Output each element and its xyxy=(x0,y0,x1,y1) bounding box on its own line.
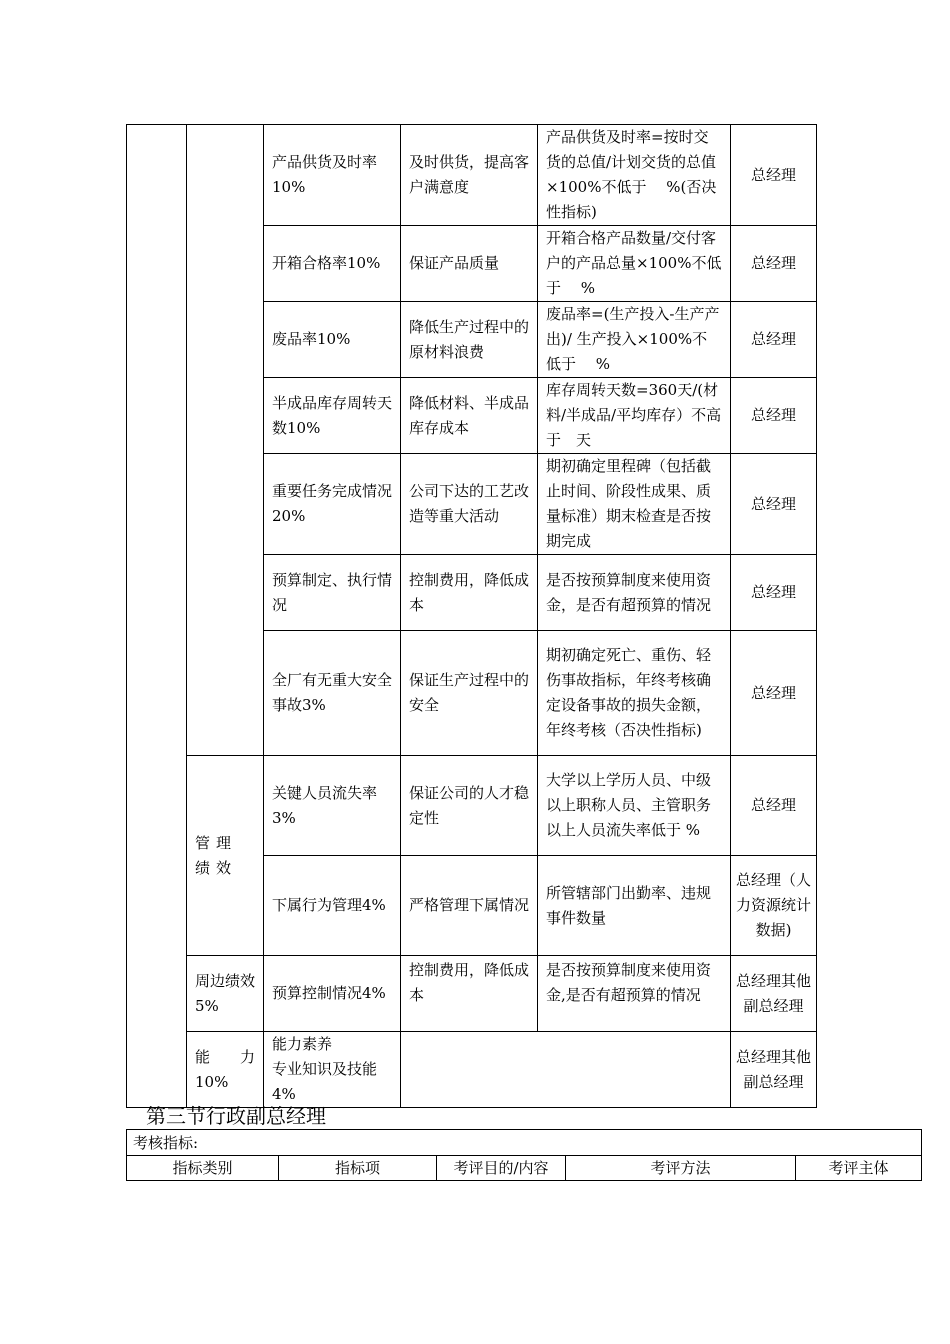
indicator-item: 关键人员流失率3% xyxy=(264,756,401,856)
column-header: 考评目的/内容 xyxy=(437,1156,566,1181)
column-header: 指标项 xyxy=(279,1156,437,1181)
indicator-item-line2: 专业知识及技能4% xyxy=(272,1060,378,1103)
evaluator: 总经理其他副总经理 xyxy=(731,956,817,1032)
indicator-item-line1: 能力素养 xyxy=(272,1035,333,1053)
evaluator: 总经理 xyxy=(731,454,817,555)
table-header-row xyxy=(127,1156,922,1181)
section-heading: 第三节行政副总经理 xyxy=(146,1106,326,1128)
indicator-item: 废品率10% xyxy=(264,302,401,378)
evaluation-method: 是否按预算制度来使用资金，是否有超预算的情况 xyxy=(538,555,731,631)
indicator-item: 预算制定、执行情况 xyxy=(264,555,401,631)
table-caption: 考核指标: xyxy=(127,1130,922,1156)
category-management-performance: 管理绩效 xyxy=(187,756,264,956)
category-ability xyxy=(187,1032,264,1108)
evaluator: 总经理（人力资源统计数据) xyxy=(731,856,817,956)
category-cell-empty xyxy=(187,125,264,756)
evaluation-purpose: 公司下达的工艺改造等重大活动 xyxy=(401,454,538,555)
evaluation-purpose: 及时供货，提高客户满意度 xyxy=(401,125,538,226)
indicator-item: 开箱合格率10% xyxy=(264,226,401,302)
evaluation-purpose: 降低生产过程中的原材料浪费 xyxy=(401,302,538,378)
table-row xyxy=(127,956,817,1032)
evaluation-method: 是否按预算制度来使用资金,是否有超预算的情况 xyxy=(538,956,731,1032)
table-row xyxy=(127,756,817,856)
assessment-index-table xyxy=(126,1129,922,1181)
evaluation-method: 废品率=(生产投入-生产产出)/ 生产投入×100%不低于 % xyxy=(538,302,731,378)
evaluation-purpose: 保证公司的人才稳定性 xyxy=(401,756,538,856)
evaluation-purpose: 严格管理下属情况 xyxy=(401,856,538,956)
evaluation-method: 大学以上学历人员、中级以上职称人员、主管职务以上人员流失率低于 % xyxy=(538,756,731,856)
evaluation-purpose: 控制费用，降低成本 xyxy=(401,555,538,631)
evaluator: 总经理 xyxy=(731,631,817,756)
column-header: 考评主体 xyxy=(796,1156,922,1181)
blank-first-column xyxy=(127,125,187,1108)
evaluation-purpose: 保证生产过程中的安全 xyxy=(401,631,538,756)
indicator-item: 下属行为管理4% xyxy=(264,856,401,956)
indicator-item: 重要任务完成情况20% xyxy=(264,454,401,555)
evaluator: 总经理其他副总经理 xyxy=(731,1032,817,1108)
indicator-item xyxy=(264,1032,401,1108)
indicator-item: 预算控制情况4% xyxy=(264,956,401,1032)
evaluator: 总经理 xyxy=(731,756,817,856)
indicator-item: 半成品库存周转天数10% xyxy=(264,378,401,454)
evaluation-purpose: 控制费用，降低成本 xyxy=(401,956,538,1032)
category-ability-label: 能 力 xyxy=(195,1047,256,1066)
evaluation-purpose: 降低材料、半成品库存成本 xyxy=(401,378,538,454)
evaluator: 总经理 xyxy=(731,302,817,378)
evaluation-method: 期初确定里程碑（包括截止时间、阶段性成果、质量标准）期末检查是否按期完成 xyxy=(538,454,731,555)
evaluation-method: 库存周转天数=360天/(材料/半成品/平均库存）不高于 天 xyxy=(538,378,731,454)
merged-empty-cell xyxy=(401,1032,731,1108)
evaluator: 总经理 xyxy=(731,378,817,454)
table-caption-row xyxy=(127,1130,922,1156)
evaluation-method: 产品供货及时率=按时交货的总值/计划交货的总值×100%不低于 %(否决性指标) xyxy=(538,125,731,226)
column-header: 考评方法 xyxy=(566,1156,796,1181)
category-peripheral-performance: 周边绩效5% xyxy=(187,956,264,1032)
kpi-table-continued xyxy=(126,124,817,1108)
evaluation-purpose: 保证产品质量 xyxy=(401,226,538,302)
evaluator: 总经理 xyxy=(731,555,817,631)
table-row xyxy=(127,1032,817,1108)
evaluation-method: 所管辖部门出勤率、违规事件数量 xyxy=(538,856,731,956)
indicator-item: 全厂有无重大安全事故3% xyxy=(264,631,401,756)
category-ability-weight: 10% xyxy=(195,1072,229,1091)
table-row xyxy=(127,125,817,226)
evaluator: 总经理 xyxy=(731,226,817,302)
evaluation-method: 开箱合格产品数量/交付客户的产品总量×100%不低于 % xyxy=(538,226,731,302)
indicator-item: 产品供货及时率10% xyxy=(264,125,401,226)
column-header: 指标类别 xyxy=(127,1156,279,1181)
evaluator: 总经理 xyxy=(731,125,817,226)
evaluation-method: 期初确定死亡、重伤、轻伤事故指标，年终考核确定设备事故的损失金额，年终考核（否决性指标) xyxy=(538,631,731,756)
